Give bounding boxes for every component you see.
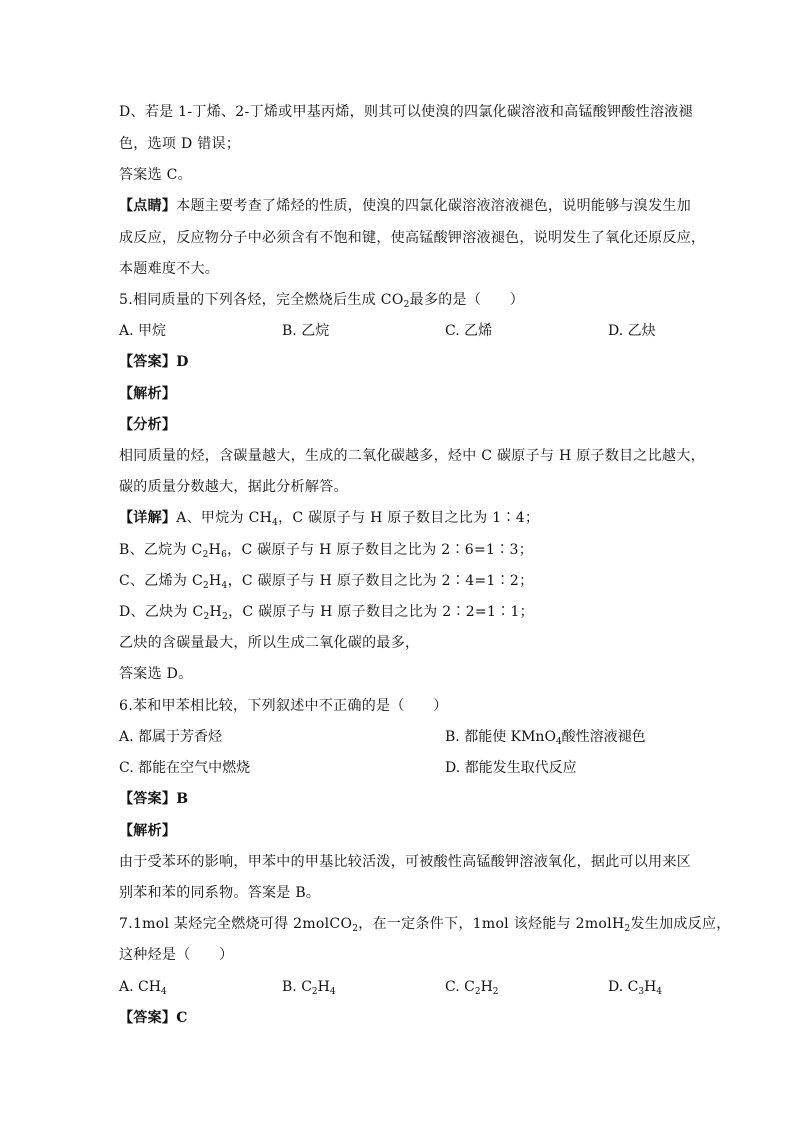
- q6-jiexi-heading: 【解析】: [119, 823, 177, 839]
- q5-jiexi-heading: 【解析】: [119, 386, 177, 402]
- q6-option-a: A. 都属于芳香烃: [119, 729, 223, 745]
- question-5: [119, 290, 679, 310]
- subscript: 2: [624, 924, 631, 934]
- q7-option-a: [119, 977, 167, 997]
- q6-option-d: D. 都能发生取代反应: [445, 760, 577, 776]
- subscript: 6: [221, 550, 228, 560]
- q7-option-d: [608, 977, 662, 997]
- subscript: 2: [311, 987, 318, 997]
- text-line: 别苯和苯的同系物。答案是 B。: [119, 885, 321, 901]
- text-line: 乙炔的含碳量最大，所以生成二氧化碳的最多，: [119, 635, 420, 651]
- text-run: ，C 碳原子与 H 原子数目之比为 2∶4=1∶2；: [227, 573, 534, 589]
- text-run: ，C 碳原子与 H 原子数目之比为 1∶4；: [278, 510, 540, 526]
- subscript: 2: [403, 300, 410, 310]
- text-line: D、若是 1-丁烯、2-丁烯或甲基丙烯，则其可以使溴的四氯化碳溶液和高锰酸钾酸性溶液褪: [119, 104, 693, 120]
- text-line: [119, 602, 679, 622]
- text-run: 5.相同质量的下列各烃，完全燃烧后生成 CO: [119, 292, 404, 308]
- q5-option-c: C. 乙烯: [445, 323, 493, 339]
- q5-option-a: A. 甲烷: [119, 323, 167, 339]
- xiangjie-line: [119, 508, 679, 528]
- text-line: 碳的质量分数越大，据此分析解答。: [119, 479, 348, 495]
- text-line: 色，选项 D 错误；: [119, 136, 241, 152]
- dianjing-paragraph: [119, 196, 692, 216]
- subscript: 2: [202, 550, 209, 560]
- subscript: 2: [474, 987, 481, 997]
- text-run: H: [480, 979, 493, 995]
- text-run: D. C: [608, 979, 639, 995]
- text-run: B. 都能使 KMnO: [445, 729, 556, 745]
- text-run: C. C: [445, 979, 475, 995]
- q5-option-b: B. 乙烷: [282, 323, 330, 339]
- text-run: B、乙烷为 C: [119, 542, 203, 558]
- q7-option-b: [282, 977, 336, 997]
- subscript: 2: [202, 581, 210, 591]
- text-run: C、乙烯为 C: [119, 573, 203, 589]
- q5-fenxi-heading: 【分析】: [119, 417, 177, 433]
- text-run: 发生加成反应，: [630, 916, 731, 932]
- text-run: H: [317, 979, 330, 995]
- subscript: 4: [221, 581, 228, 591]
- q5-answer: 【答案】D: [119, 354, 189, 370]
- section-tag: 【点睛】: [119, 198, 177, 214]
- text-run: D、乙炔为 C: [119, 604, 204, 620]
- q6-answer: 【答案】B: [119, 791, 189, 807]
- subscript: 3: [638, 987, 645, 997]
- text-line: 这种烃是（ ）: [119, 947, 234, 963]
- text-run: A、甲烷为 CH: [176, 510, 273, 526]
- text-run: H: [644, 979, 657, 995]
- subscript: 2: [492, 987, 499, 997]
- text-run: 本题主要考查了烯烃的性质，使溴的四氯化碳溶液溶液褪色，说明能够与溴发生加: [176, 198, 692, 214]
- q6-option-c: C. 都能在空气中燃烧: [119, 760, 251, 776]
- text-run: 酸性溶液褪色: [561, 729, 646, 745]
- text-run: B. C: [282, 979, 312, 995]
- subscript: 4: [272, 518, 279, 528]
- subscript: 4: [160, 987, 167, 997]
- subscript: 2: [222, 612, 229, 622]
- question-6: 6.苯和甲苯相比较，下列叙述中不正确的是（ ）: [119, 698, 448, 714]
- q7-answer: 【答案】C: [119, 1010, 188, 1026]
- text-line: 本题难度不大。: [119, 261, 220, 277]
- q6-option-b: [445, 727, 646, 747]
- text-run: ，在一定条件下，1mol 该烃能与 2molH: [358, 916, 625, 932]
- text-run: H: [209, 604, 223, 620]
- text-run: H: [209, 573, 222, 589]
- subscript: 2: [203, 612, 210, 622]
- text-line: [119, 540, 679, 560]
- subscript: 4: [555, 737, 562, 747]
- text-line: 相同质量的烃，含碳量越大，生成的二氧化碳越多，烃中 C 碳原子与 H 原子数目之比越大，: [119, 448, 705, 464]
- text-line: 答案选 C。: [119, 167, 192, 183]
- text-line: 成反应，反应物分子中必须含有不饱和键，使高锰酸钾溶液褪色，说明发生了氧化还原反应，: [119, 230, 706, 246]
- text-line: [119, 571, 679, 591]
- subscript: 4: [656, 987, 663, 997]
- q7-option-c: [445, 977, 499, 997]
- subscript: 2: [352, 924, 359, 934]
- text-line: 答案选 D。: [119, 666, 193, 682]
- text-run: 7.1mol 某烃完全燃烧可得 2molCO: [119, 916, 353, 932]
- subscript: 4: [329, 987, 336, 997]
- question-7: [119, 914, 731, 934]
- text-run: 最多的是（ ）: [409, 292, 525, 308]
- text-run: ，C 碳原子与 H 原子数目之比为 2∶6=1∶3；: [227, 542, 534, 558]
- section-tag: 【详解】: [119, 510, 177, 526]
- text-run: ，C 碳原子与 H 原子数目之比为 2∶2=1∶1；: [228, 604, 534, 620]
- text-run: H: [208, 542, 222, 558]
- text-line: 由于受苯环的影响，甲苯中的甲基比较活泼，可被酸性高锰酸钾溶液氧化，据此可以用来区: [119, 854, 691, 870]
- text-run: A. CH: [119, 979, 161, 995]
- q5-option-d: D. 乙炔: [608, 323, 656, 339]
